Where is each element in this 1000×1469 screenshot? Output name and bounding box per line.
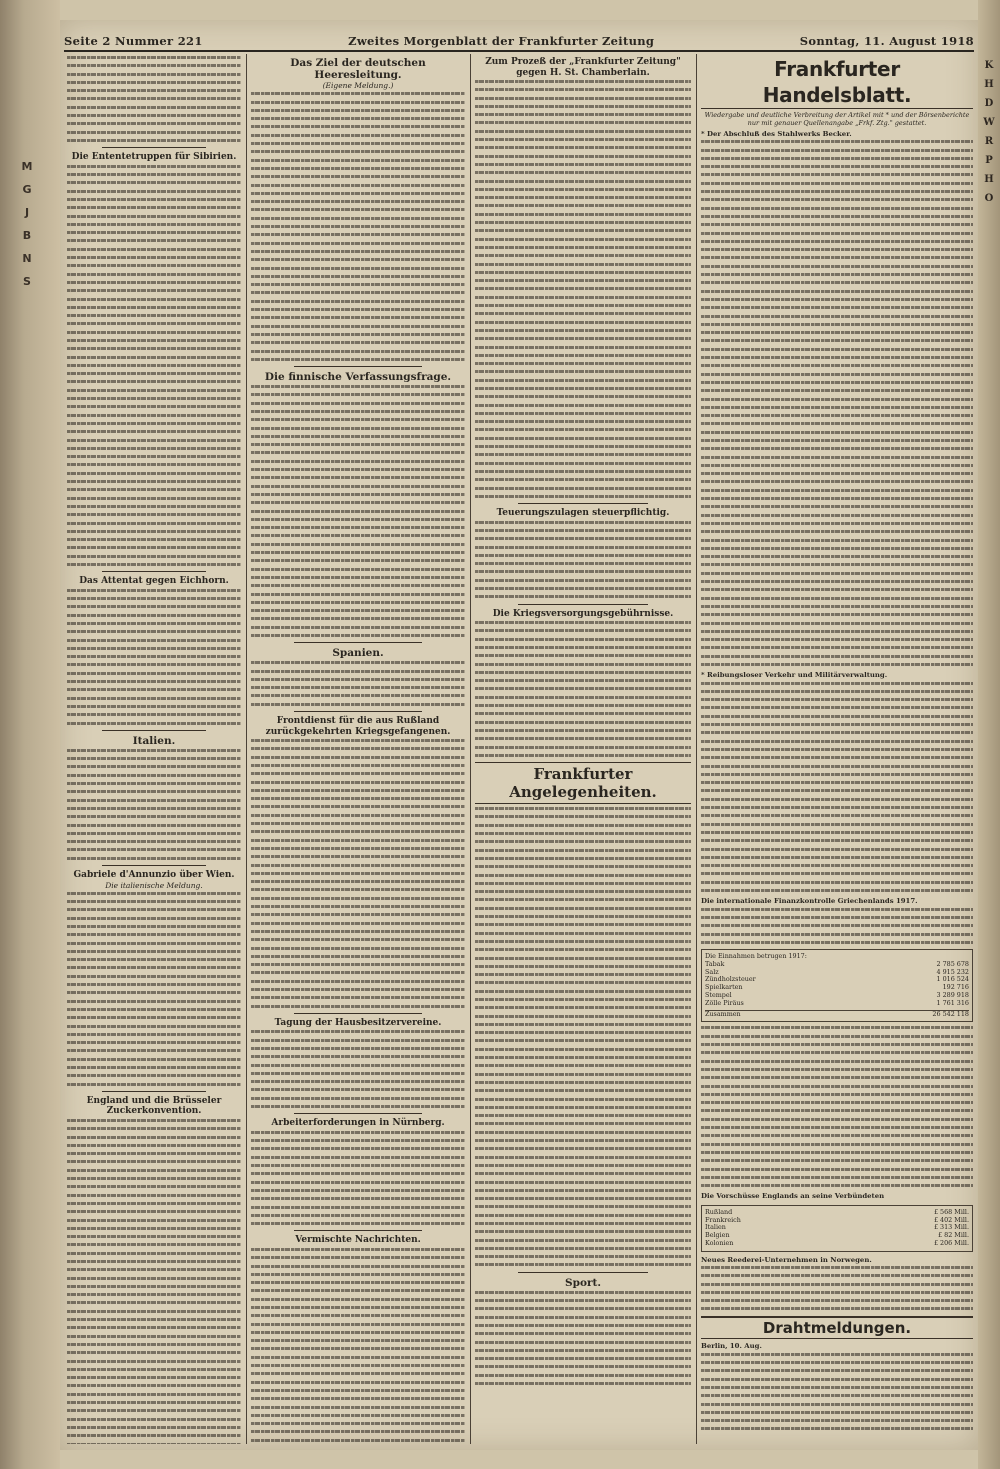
row-value: 3 289 918 bbox=[936, 991, 969, 1000]
row-label: Stempel bbox=[705, 991, 732, 1000]
article-text bbox=[67, 165, 241, 566]
edge-letter: H bbox=[984, 174, 994, 185]
article-text bbox=[475, 80, 691, 498]
row-label: Kolonien bbox=[705, 1238, 734, 1247]
edge-letter: W bbox=[983, 117, 995, 128]
table-row bbox=[705, 992, 969, 1000]
headline-teuerungszulagen: Teuerungszulagen steuerpflichtig. bbox=[496, 508, 670, 519]
total-value: 26 542 118 bbox=[932, 1009, 969, 1018]
headline-frontdienst: Frontdienst für die aus Rußland zurückgekehrten Kriegsgefangenen. bbox=[265, 716, 451, 737]
headline-ziel-heeresleitung: Das Ziel der deutschen Heeresleitung. bbox=[290, 57, 426, 81]
headline-hausbesitzervereine: Tagung der Hausbesitzervereine. bbox=[274, 1017, 442, 1028]
handelsblatt-notice: Wiedergabe und deutliche Verbreitung der Artikel mit * und der Börsenberichte nur mit genauer Quellenangabe „Frkf. Ztg." gestattet. bbox=[704, 111, 970, 127]
headline-prozess-chamberlain: Zum Prozeß der „Frankfurter Zeitung" gegen H. St. Chamberlain. bbox=[485, 57, 681, 78]
row-label: Italien bbox=[705, 1223, 726, 1232]
article-text bbox=[251, 661, 465, 705]
article-text bbox=[701, 1353, 973, 1431]
edge-letter: H bbox=[984, 79, 994, 90]
article-text bbox=[701, 140, 973, 666]
vorschuesse-table bbox=[701, 1205, 973, 1252]
column-3 bbox=[472, 54, 694, 1444]
article-text bbox=[251, 92, 465, 361]
article-text bbox=[701, 1026, 973, 1187]
article-text bbox=[475, 521, 691, 599]
headline-sport: Sport. bbox=[565, 1276, 601, 1289]
table-row bbox=[705, 1209, 969, 1217]
row-value: £ 402 Mill. bbox=[933, 1215, 969, 1224]
table-row bbox=[705, 976, 969, 984]
table-total-row bbox=[705, 1010, 969, 1019]
column-1 bbox=[64, 54, 244, 1444]
headline-spanien: Spanien. bbox=[332, 647, 384, 660]
total-label: Zusammen bbox=[705, 1009, 741, 1018]
row-label: Spielkarten bbox=[705, 983, 743, 992]
headline-attentat: Das Attentat gegen Eichhorn. bbox=[79, 576, 229, 587]
article-text bbox=[251, 1030, 465, 1108]
table-row bbox=[705, 984, 969, 992]
article-text bbox=[251, 385, 465, 637]
row-value: 1 761 316 bbox=[936, 998, 969, 1007]
row-label: Rußland bbox=[705, 1207, 733, 1216]
row-label: Zölle Piräus bbox=[705, 998, 744, 1007]
subheadline-dannunzio: Die italienische Meldung. bbox=[105, 880, 203, 890]
table-row bbox=[705, 1232, 969, 1240]
spine-letter: B bbox=[22, 229, 32, 242]
masthead-date: Sonntag, 11. August 1918 bbox=[799, 34, 974, 48]
column-rule bbox=[696, 54, 697, 1444]
page-edge bbox=[978, 0, 1000, 1469]
headline-drahtmeldungen: Drahtmeldungen. bbox=[701, 1316, 973, 1339]
spine-letter: J bbox=[24, 206, 30, 219]
table-row bbox=[705, 1224, 969, 1232]
column-rule bbox=[470, 54, 471, 1444]
headline-finnische-verfassungsfrage: Die finnische Verfassungsfrage. bbox=[264, 371, 452, 384]
headline-zuckerkonvention: England und die Brüsseler Zuckerkonvention. bbox=[86, 1095, 222, 1117]
spine-letter: N bbox=[22, 252, 32, 265]
headline-dannunzio: Gabriele d'Annunzio über Wien. bbox=[73, 870, 235, 881]
column-2 bbox=[248, 54, 468, 1444]
masthead bbox=[64, 26, 974, 52]
article-text bbox=[67, 749, 241, 860]
edge-letter: K bbox=[984, 60, 994, 71]
headline-frankfurter-handelsblatt: Frankfurter Handelsblatt. bbox=[701, 56, 973, 109]
row-label: Salz bbox=[705, 967, 719, 976]
row-value: 192 716 bbox=[942, 983, 969, 992]
article-text bbox=[701, 908, 973, 944]
headline-stahlwerk-becker: * Der Abschluß des Stahlwerks Becker. bbox=[701, 130, 852, 138]
spine-letter: S bbox=[23, 275, 31, 288]
article-text bbox=[701, 682, 973, 892]
spine-letters bbox=[14, 160, 40, 288]
table-row bbox=[705, 1000, 969, 1008]
row-value: 2 785 678 bbox=[936, 959, 969, 968]
columns bbox=[64, 54, 974, 1444]
article-text bbox=[67, 1119, 241, 1444]
article-text bbox=[67, 589, 241, 725]
headline-finanzkontrolle: Die internationale Finanzkontrolle Griechenlands 1917. bbox=[701, 897, 918, 906]
table-row bbox=[705, 1217, 969, 1225]
newspaper-page bbox=[60, 20, 978, 1450]
headline-ententetruppen: Die Ententetruppen für Sibirien. bbox=[71, 152, 237, 163]
edge-letters bbox=[981, 60, 997, 204]
edge-letter: R bbox=[984, 136, 994, 147]
article-text bbox=[251, 739, 465, 1008]
article-text bbox=[475, 621, 691, 757]
article-text bbox=[251, 1248, 465, 1444]
headline-vorschuesse-englands: Die Vorschüsse Englands an seine Verbündeten bbox=[701, 1192, 885, 1201]
table-row bbox=[705, 961, 969, 969]
einnahmen-table bbox=[701, 949, 973, 1022]
spine-letter: G bbox=[22, 183, 32, 196]
edge-letter: O bbox=[984, 193, 994, 204]
headline-reibungsloser-verkehr: * Reibungsloser Verkehr und Militärverwaltung. bbox=[701, 671, 888, 680]
row-value: £ 82 Mill. bbox=[938, 1231, 969, 1240]
book-spine bbox=[0, 0, 60, 1469]
article-text bbox=[67, 56, 241, 142]
row-value: 1 016 524 bbox=[936, 975, 969, 984]
row-value: £ 313 Mill. bbox=[933, 1223, 969, 1232]
headline-vermischte-nachrichten: Vermischte Nachrichten. bbox=[295, 1235, 421, 1246]
article-text bbox=[475, 1291, 691, 1385]
table-row bbox=[705, 1240, 969, 1248]
row-value: £ 206 Mill. bbox=[933, 1238, 969, 1247]
row-value: £ 568 Mill. bbox=[933, 1207, 969, 1216]
row-label: Tabak bbox=[705, 959, 725, 968]
edge-letter: P bbox=[985, 155, 993, 166]
column-rule bbox=[246, 54, 247, 1444]
spine-letter: M bbox=[21, 160, 33, 173]
einnahmen-title: Die Einnahmen betrugen 1917: bbox=[705, 952, 807, 961]
headline-frankfurter-angelegenheiten: Frankfurter Angelegenheiten. bbox=[475, 762, 691, 804]
edge-letter: D bbox=[984, 98, 994, 109]
subheadline-eigene-meldung: (Eigene Meldung.) bbox=[322, 81, 394, 90]
dateline-berlin: Berlin, 10. Aug. bbox=[701, 1342, 762, 1351]
headline-arbeiterforderungen: Arbeiterforderungen in Nürnberg. bbox=[271, 1118, 445, 1129]
headline-kriegsversorgung: Die Kriegsversorgungsgebührnisse. bbox=[492, 608, 674, 619]
masthead-page-number: Seite 2 Nummer 221 bbox=[64, 34, 203, 48]
column-4 bbox=[698, 54, 976, 1444]
article-text bbox=[251, 1131, 465, 1225]
row-label: Belgien bbox=[705, 1231, 730, 1240]
headline-italien: Italien. bbox=[132, 734, 176, 747]
article-text bbox=[475, 807, 691, 1266]
row-label: Zündholzsteuer bbox=[705, 975, 756, 984]
row-value: 4 915 232 bbox=[936, 967, 969, 976]
masthead-title: Zweites Morgenblatt der Frankfurter Zeitung bbox=[348, 34, 655, 48]
article-text bbox=[701, 1266, 973, 1310]
article-text bbox=[67, 892, 241, 1086]
row-label: Frankreich bbox=[705, 1215, 741, 1224]
headline-reederei: Neues Reederei-Unternehmen in Norwegen. bbox=[701, 1255, 872, 1264]
